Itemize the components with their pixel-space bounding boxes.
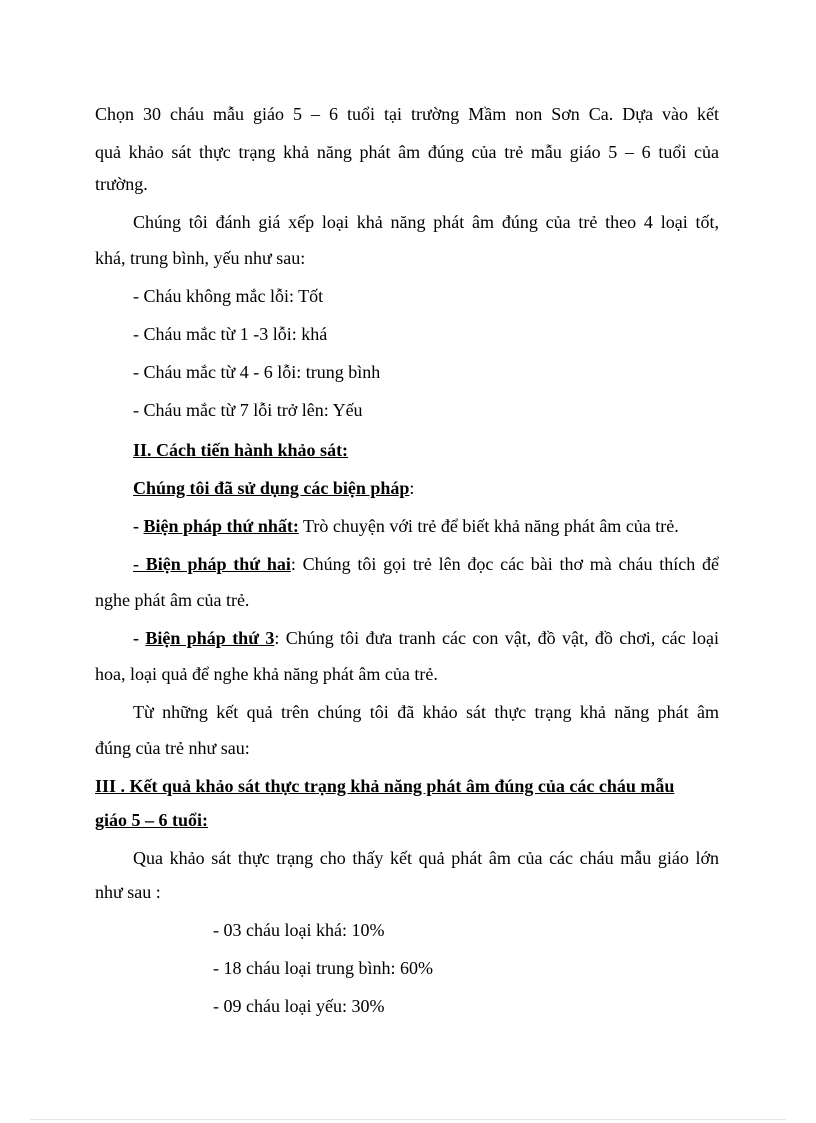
- section-3-heading-line-1: III . Kết quả khảo sát thực trạng khả năng phát âm đúng của các cháu mẫu: [95, 776, 675, 796]
- paragraph-1-line-3: trường.: [95, 174, 148, 194]
- result-item-average: - 18 cháu loại trung bình: 60%: [213, 958, 433, 978]
- paragraph-1-line-2: quả khảo sát thực trạng khả năng phát âm đúng của trẻ mẫu giáo 5 – 6 tuổi của: [95, 142, 719, 162]
- method-2-line-2: nghe phát âm của trẻ.: [95, 590, 250, 610]
- paragraph-2-line-2: khá, trung bình, yếu như sau:: [95, 248, 306, 268]
- result-item-fair: - 03 cháu loại khá: 10%: [213, 920, 385, 940]
- section-3-paragraph-line-1: Qua khảo sát thực trạng cho thấy kết quả phát âm của các cháu mẫu giáo lớn: [133, 848, 719, 868]
- method-3-prefix: -: [133, 628, 146, 648]
- methods-intro-colon: :: [409, 478, 415, 498]
- criteria-item-good: - Cháu không mắc lỗi: Tốt: [133, 286, 324, 306]
- method-3-label: Biện pháp thứ 3: [145, 628, 275, 648]
- method-3-line-1: [133, 626, 719, 650]
- section-3-paragraph-line-2: như sau :: [95, 882, 161, 902]
- paragraph-2-line-1: Chúng tôi đánh giá xếp loại khả năng phát âm đúng của trẻ theo 4 loại tốt,: [133, 212, 719, 232]
- method-2-label: - Biện pháp thứ hai: [133, 554, 291, 574]
- page-bottom-edge: [30, 1119, 786, 1120]
- result-item-weak: - 09 cháu loại yếu: 30%: [213, 996, 385, 1016]
- method-1: [133, 514, 816, 538]
- criteria-item-average: - Cháu mắc từ 4 - 6 lỗi: trung bình: [133, 362, 381, 382]
- result-intro-line-2: đúng của trẻ như sau:: [95, 738, 250, 758]
- methods-intro: [133, 476, 816, 500]
- criteria-item-weak: - Cháu mắc từ 7 lỗi trở lên: Yếu: [133, 400, 363, 420]
- method-2-line-1: [133, 552, 719, 576]
- section-3-heading-line-2: giáo 5 – 6 tuổi:: [95, 810, 209, 830]
- criteria-item-fair: - Cháu mắc từ 1 -3 lỗi: khá: [133, 324, 328, 344]
- paragraph-1-line-1: Chọn 30 cháu mẫu giáo 5 – 6 tuổi tại trường Mầm non Sơn Ca. Dựa vào kết: [95, 104, 719, 124]
- method-1-prefix: -: [133, 516, 144, 536]
- method-2-text: : Chúng tôi gọi trẻ lên đọc các bài thơ mà cháu thích để: [290, 554, 719, 574]
- section-2-heading: II. Cách tiến hành khảo sát:: [133, 440, 349, 460]
- methods-intro-label: Chúng tôi đã sử dụng các biện pháp: [133, 478, 410, 498]
- method-3-line-2: hoa, loại quả để nghe khả năng phát âm của trẻ.: [95, 664, 438, 684]
- result-intro-line-1: Từ những kết quả trên chúng tôi đã khảo sát thực trạng khả năng phát âm: [133, 702, 719, 722]
- method-1-text: Trò chuyện với trẻ để biết khả năng phát âm của trẻ.: [298, 516, 679, 536]
- method-1-label: Biện pháp thứ nhất:: [143, 516, 299, 536]
- method-3-text: : Chúng tôi đưa tranh các con vật, đồ vật, đồ chơi, các loại: [274, 628, 719, 648]
